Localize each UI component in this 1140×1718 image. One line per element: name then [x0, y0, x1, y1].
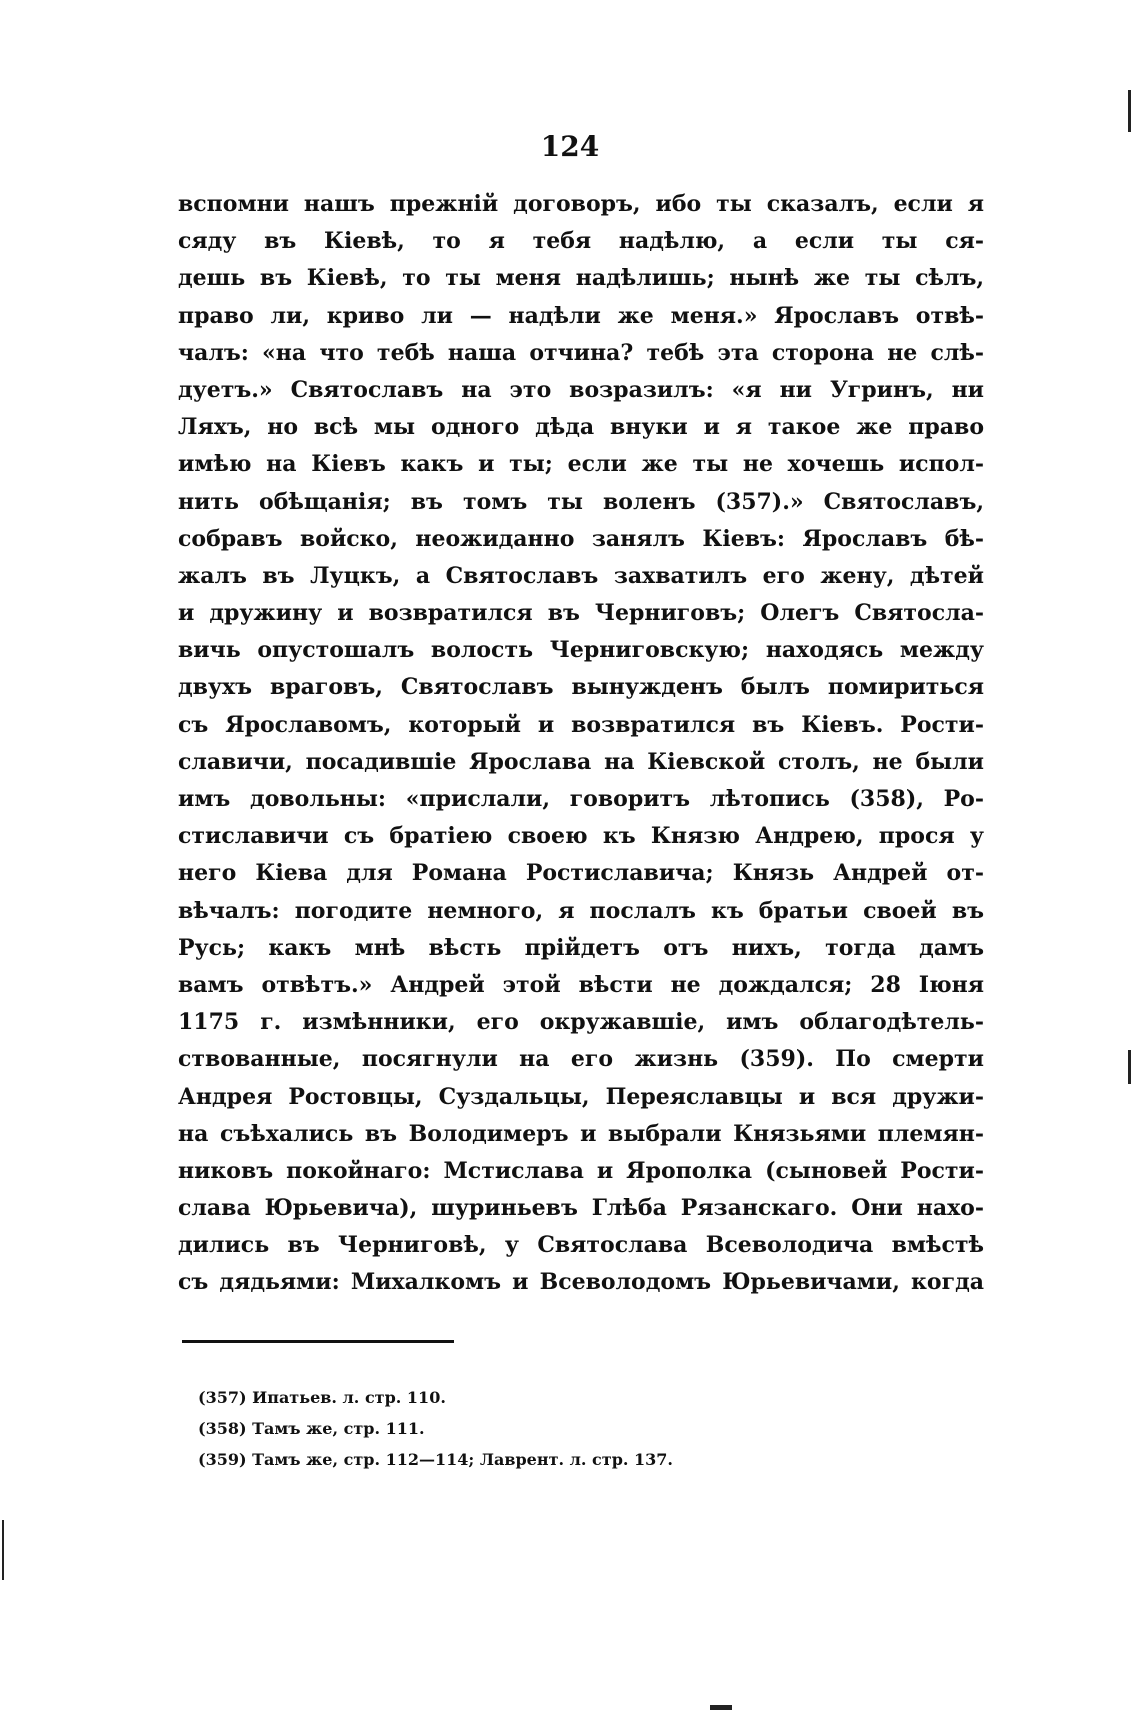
text-line: вичь опустошалъ волость Черниговскую; находясь между	[178, 637, 984, 664]
text-line: жалъ въ Луцкъ, а Святославъ захватилъ его жену, дѣтей	[178, 562, 984, 589]
text-line: него Кіева для Романа Ростиславича; Князь Андрей от-	[178, 860, 984, 887]
footnote-359: (359) Тамъ же, стр. 112—114; Лаврент. л. стр. 137.	[198, 1450, 673, 1469]
text-line: сяду въ Кіевѣ, то я тебя надѣлю, а если ты ся-	[178, 228, 984, 255]
text-line: стиславичи съ братіею своею къ Князю Андрею, прося у	[178, 823, 984, 850]
text-line: 1175 г. измѣнники, его окружавшіе, имъ облагодѣтель-	[178, 1009, 984, 1036]
footnote-357: (357) Ипатьев. л. стр. 110.	[198, 1388, 446, 1407]
footnotes	[198, 1382, 918, 1475]
text-line: славичи, посадившіе Ярослава на Кіевской столъ, не были	[178, 748, 984, 775]
text-line: ствованные, посягнули на его жизнь (359). По смерти	[178, 1046, 984, 1073]
text-line: съ дядьями: Михалкомъ и Всеволодомъ Юрьевичами, когда	[178, 1269, 984, 1296]
text-line: двухъ враговъ, Святославъ вынужденъ былъ помириться	[178, 674, 984, 701]
text-line: дились въ Черниговѣ, у Святослава Всеволодича вмѣстѣ	[178, 1232, 984, 1259]
text-line: собравъ войско, неожиданно занялъ Кіевъ: Ярославъ бѣ-	[178, 525, 984, 552]
footnote-358: (358) Тамъ же, стр. 111.	[198, 1419, 425, 1438]
text-line: вспомни нашъ прежній договоръ, ибо ты сказалъ, если я	[178, 191, 984, 217]
text-line: вѣчалъ: погодите немного, я послалъ къ братьи своей въ	[178, 897, 984, 924]
margin-mark-right-bottom	[1128, 1050, 1131, 1084]
text-line: вамъ отвѣтъ.» Андрей этой вѣсти не дождался; 28 Іюня	[178, 971, 984, 998]
text-line: Русь; какъ мнѣ вѣсть прійдетъ отъ нихъ, тогда дамъ	[178, 934, 984, 961]
bottom-print-mark	[710, 1705, 732, 1710]
text-line: съ Ярославомъ, который и возвратился въ Кіевъ. Рости-	[178, 711, 984, 738]
text-line: Андрея Ростовцы, Суздальцы, Переяславцы и вся дружи-	[178, 1083, 984, 1110]
footnote-divider	[182, 1340, 454, 1343]
body-text	[178, 186, 984, 1302]
text-line: имъ довольны: «прислали, говоритъ лѣтопись (358), Ро-	[178, 786, 984, 812]
text-line: на съѣхались въ Володимеръ и выбрали Князьями племян-	[178, 1120, 984, 1147]
text-line: никовъ покойнаго: Мстислава и Ярополка (сыновей Рости-	[178, 1157, 984, 1184]
text-line: нить обѣщанія; въ томъ ты воленъ (357).» Святославъ,	[178, 488, 984, 515]
text-line: имѣю на Кіевъ какъ и ты; если же ты не хочешь испол-	[178, 451, 984, 478]
text-line: чалъ: «на что тебѣ наша отчина? тебѣ эта сторона не слѣ-	[178, 339, 984, 366]
margin-mark-right-top	[1128, 90, 1131, 132]
margin-mark-left	[2, 1520, 4, 1580]
text-line: Ляхъ, но всѣ мы одного дѣда внуки и я такое же право	[178, 414, 984, 441]
page-number: 124	[540, 130, 600, 163]
text-line: дуетъ.» Святославъ на это возразилъ: «я ни Угринъ, ни	[178, 376, 984, 403]
text-line: и дружину и возвратился въ Черниговъ; Олегъ Святосла-	[178, 600, 984, 627]
text-line: слава Юрьевича), шуриньевъ Глѣба Рязанскаго. Они нахо-	[178, 1195, 984, 1222]
text-line: дешь въ Кіевѣ, то ты меня надѣлишь; нынѣ же ты сѣлъ,	[178, 265, 984, 292]
text-line: право ли, криво ли — надѣли же меня.» Ярославъ отвѣ-	[178, 302, 984, 329]
